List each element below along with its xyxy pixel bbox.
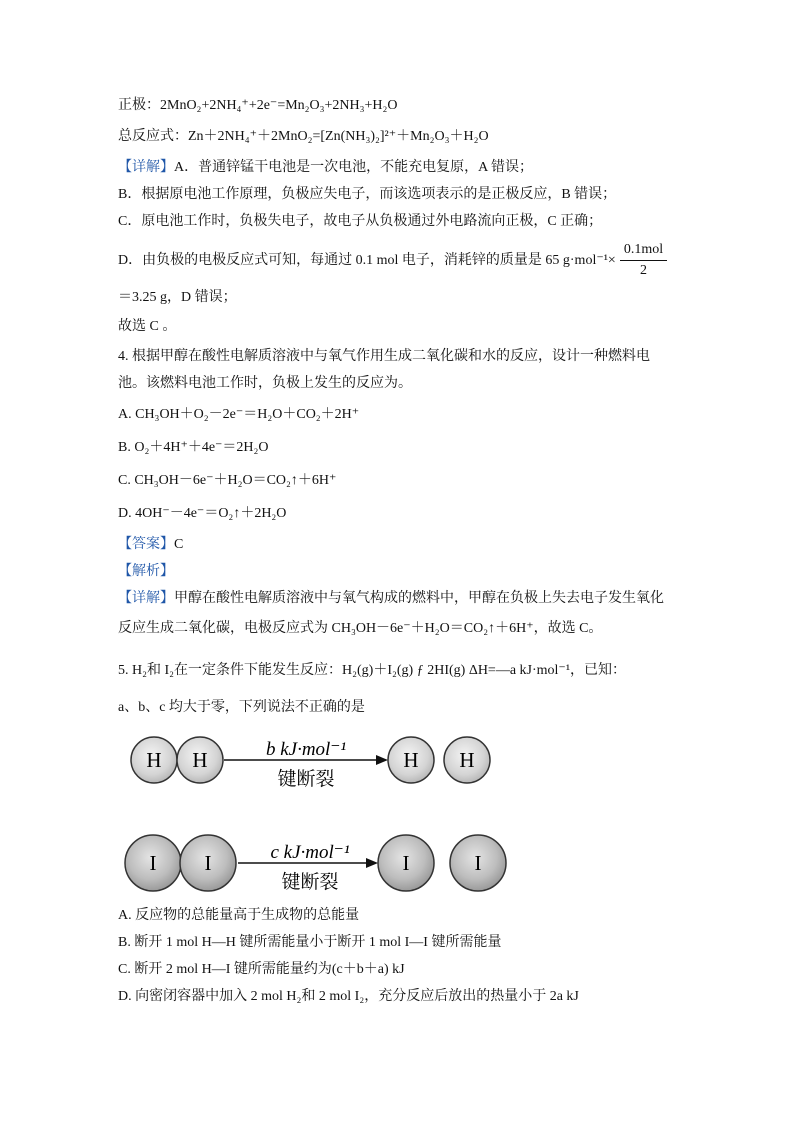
hh-arrowhead xyxy=(376,755,388,765)
detail-c-line: C．原电池工作时，负极失电子，故电子从负极通过外电路流向正极，C 正确； xyxy=(118,214,603,229)
i-symbol-2: I xyxy=(204,851,212,875)
ii-energy-label: c kJ·mol⁻¹ xyxy=(270,842,350,863)
total-label: 总反应式： xyxy=(118,129,188,144)
detail-d-continuation: ＝3.25 g，D 错误； xyxy=(118,290,237,305)
q4-option-a: A. CH₃OH＋O₂－2e⁻＝H₂O＋CO₂＋2H⁺ xyxy=(118,407,360,422)
answer-bracket: 【答案】 xyxy=(118,537,174,552)
hh-bond-break-label: 键断裂 xyxy=(277,768,335,790)
q4-stem-line1: 4. 根据甲醇在酸性电解质溶液中与氧气作用生成二氧化碳和水的反应，设计一种燃料电 xyxy=(118,349,650,364)
q4-option-b: B. O₂＋4H⁺＋4e⁻＝2H₂O xyxy=(118,440,269,455)
positive-label: 正极： xyxy=(118,98,160,113)
q5-stem-line2: a、b、c 均大于零，下列说法不正确的是 xyxy=(118,700,365,715)
q5-option-a: A. 反应物的总能量高于生成物的总能量 xyxy=(118,908,360,923)
detail-d-text: D．由负极的电极反应式可知，每通过 0.1 mol 电子，消耗锌的质量是 65 g·mol⁻¹× xyxy=(118,253,616,268)
q4-detail-line1 xyxy=(118,590,664,608)
q4-option-c: C. CH₃OH－6e⁻＋H₂O＝CO₂↑＋6H⁺ xyxy=(118,473,337,488)
q4-detail-text1: 甲醇在酸性电解质溶液中与氧气构成的燃料中，甲醇在负极上失去电子发生氧化 xyxy=(174,591,664,606)
h-symbol-3: H xyxy=(403,748,419,772)
ii-bond-break-label: 键断裂 xyxy=(281,871,339,893)
i-symbol-4: I xyxy=(474,851,482,875)
q5-option-b: B. 断开 1 mol H—H 键所需能量小于断开 1 mol I—I 键所需能量 xyxy=(118,935,502,950)
i-symbol-1: I xyxy=(149,851,157,875)
total-reaction-line xyxy=(118,128,489,146)
fraction xyxy=(620,240,667,281)
total-equation: Zn＋2NH₄⁺＋2MnO₂=[Zn(NH₃)₂]²⁺＋Mn₂O₃＋H₂O xyxy=(188,129,489,144)
fraction-numerator: 0.1mol xyxy=(620,240,667,261)
positive-electrode-line xyxy=(118,97,398,115)
ii-bond-diagram xyxy=(118,830,528,905)
q4-detail-line2: 反应生成二氧化碳，电极反应式为 CH₃OH－6e⁻＋H₂O＝CO₂↑＋6H⁺，故选 C。 xyxy=(118,621,603,636)
detail-b-line: B．根据原电池工作原理，负极应失电子，而该选项表示的是正极反应，B 错误； xyxy=(118,187,617,202)
detail-conclusion: 故选 C 。 xyxy=(118,319,177,334)
q4-option-d: D. 4OH⁻－4e⁻＝O₂↑＋2H₂O xyxy=(118,506,287,521)
h-symbol-1: H xyxy=(146,748,162,772)
q4-detail-bracket: 【详解】 xyxy=(118,591,174,606)
q5-option-d: D. 向密闭容器中加入 2 mol H₂和 2 mol I₂，充分反应后放出的热量小于 2a kJ xyxy=(118,989,579,1004)
q4-stem-line2: 池。该燃料电池工作时，负极上发生的反应为。 xyxy=(118,376,412,391)
answer-value: C xyxy=(174,537,184,552)
i-symbol-3: I xyxy=(402,851,410,875)
q4-analysis-line xyxy=(118,563,174,581)
detail-d-line xyxy=(118,240,667,282)
q4-answer-line xyxy=(118,536,183,554)
q5-stem-line1: 5. H₂和 I₂在一定条件下能发生反应：H₂(g)＋I₂(g) ƒ 2HI(g) ΔH=—a kJ·mol⁻¹，已知： xyxy=(118,663,627,678)
hh-energy-label: b kJ·mol⁻¹ xyxy=(265,739,347,760)
h-symbol-2: H xyxy=(192,748,208,772)
fraction-denominator: 2 xyxy=(639,263,647,279)
detail-a-line xyxy=(118,159,533,177)
ii-arrowhead xyxy=(366,858,378,868)
detail-a-text: A．普通锌锰干电池是一次电池，不能充电复原，A 错误； xyxy=(174,160,533,175)
hh-bond-diagram xyxy=(118,725,528,805)
q5-option-c: C. 断开 2 mol H—I 键所需能量约为(c＋b＋a) kJ xyxy=(118,962,405,977)
detail-bracket: 【详解】 xyxy=(118,160,174,175)
positive-equation: 2MnO₂+2NH₄⁺+2e⁻=Mn₂O₃+2NH₃+H₂O xyxy=(160,98,398,113)
h-symbol-4: H xyxy=(459,748,475,772)
analysis-bracket: 【解析】 xyxy=(118,564,174,579)
